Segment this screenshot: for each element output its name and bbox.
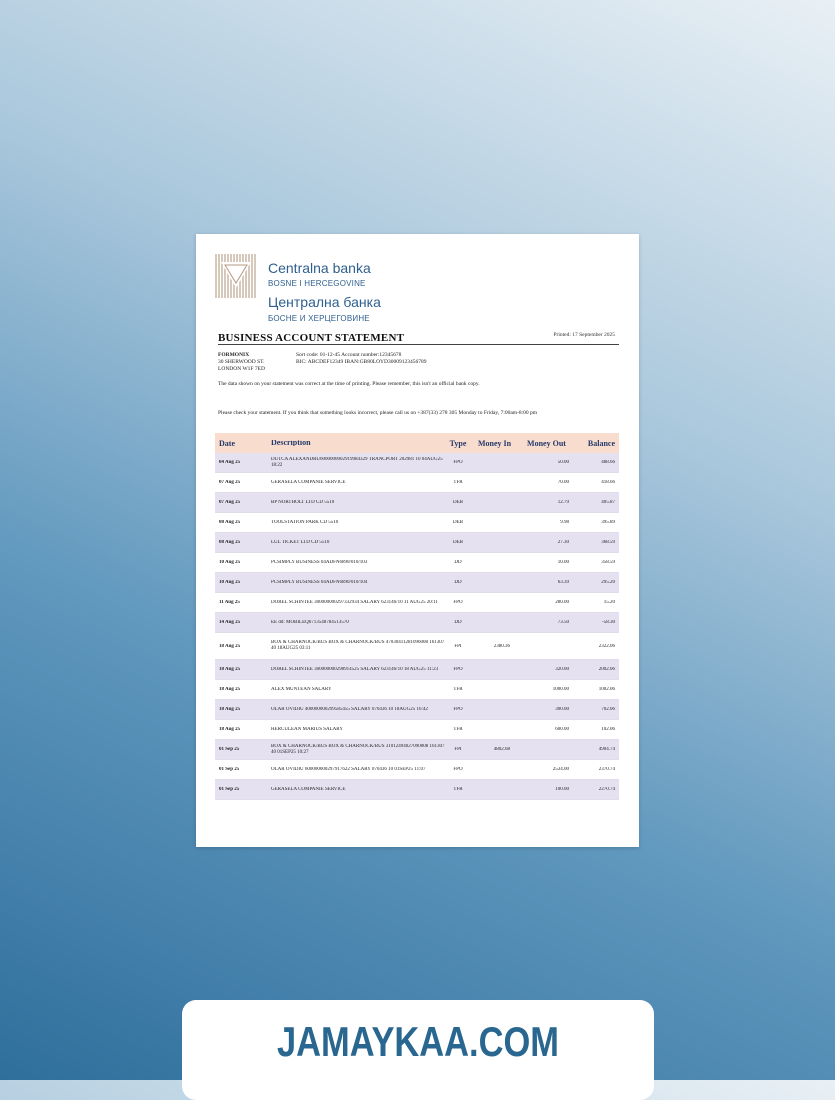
row-money-out: 9.98	[560, 520, 569, 525]
row-date: 10 Aug 25	[219, 560, 241, 565]
row-type: FPI	[454, 643, 462, 649]
row-balance: 418.66	[601, 480, 615, 485]
table-row	[215, 493, 619, 513]
bank-subtitle-cyrillic: БОСНЕ И ХЕРЦЕГОВИНЕ	[268, 314, 370, 323]
notice-text: The data shown on your statement was correct at the time of printing. Please remember, this isn't an official bank copy.	[218, 381, 480, 387]
row-balance: 102.06	[601, 727, 615, 732]
bank-subtitle-latin: BOSNE I HERCEGOVINE	[268, 279, 366, 288]
row-date: 07 Aug 25	[219, 480, 241, 485]
company-block	[218, 352, 265, 373]
row-balance: 295.20	[601, 580, 615, 585]
row-type: TFR	[453, 727, 463, 732]
row-type: FPO	[453, 667, 463, 672]
table-row	[215, 613, 619, 633]
row-balance: 2370.74	[598, 767, 615, 772]
row-money-out: 320.00	[555, 667, 569, 672]
row-date: 18 Aug 25	[219, 643, 241, 649]
row-money-in: 4802.68	[493, 747, 510, 752]
transactions-table	[215, 433, 619, 800]
row-money-out: 73.50	[557, 620, 569, 625]
row-description: BOX & CHARNOCK/BUS BOX & CHARNOCK/BUS 47030411281096008 161307 40 18AUG25 03:11	[271, 640, 445, 651]
row-balance: 4904.74	[598, 747, 615, 752]
row-description: EE dd: MOBILEQ6713548784513570	[271, 619, 349, 625]
row-money-out: 10.00	[557, 560, 569, 565]
row-money-out: 600.00	[555, 727, 569, 732]
row-balance: 358.59	[601, 560, 615, 565]
row-description: BOX & CHARNOCK/BUS BOX & CHARNOCK/BUS 31012494027090008 161307 40 01SEP25 10:27	[271, 743, 445, 755]
row-balance: 1002.06	[598, 687, 615, 692]
table-row	[215, 633, 619, 660]
row-description: DOREL SCHINTEE 300000000298914525 SALARY 623146/10 18 AUG25 11:23	[271, 666, 439, 672]
row-date: 04 Aug 25	[219, 460, 241, 465]
table-row	[215, 513, 619, 533]
row-date: 18 Aug 25	[219, 687, 241, 692]
row-description: PCSIMPLY BUSINESS 04ADFN6890/010/104	[271, 579, 368, 585]
row-money-out: 27.30	[557, 540, 569, 545]
row-money-in: 2380.36	[493, 643, 510, 649]
row-type: DEB	[453, 500, 463, 505]
row-date: 18 Aug 25	[219, 667, 241, 672]
header-money-out: Money Out	[527, 438, 566, 448]
printed-date: Printed: 17 September 2025	[553, 332, 615, 338]
table-body	[215, 453, 619, 800]
row-balance: 395.89	[601, 520, 615, 525]
row-type: FPO	[453, 460, 463, 465]
row-balance: 488.66	[601, 460, 615, 465]
address-line-1: 30 SHERWOOD ST.	[218, 359, 265, 365]
row-description: GERASELA COMPANIE SERVICE	[271, 479, 346, 485]
row-type: DEB	[453, 520, 463, 525]
row-date: 11 Aug 25	[219, 600, 240, 605]
statement-title: BUSINESS ACCOUNT STATEMENT	[218, 332, 405, 344]
row-description: GERASELA COMPANIE SERVICE	[271, 786, 346, 792]
account-codes	[296, 352, 426, 366]
row-description: OLAR OVIDIU 600000000297917622 SALARY 070436 10 01SEP25 11:07	[271, 766, 426, 772]
table-row	[215, 573, 619, 593]
bank-name-latin: Centralna banka	[268, 260, 371, 276]
address-line-2: LONDON W1F 7ED	[218, 366, 265, 372]
row-description: HERCULEAN MARIUS SALARY	[271, 726, 343, 732]
header-money-in: Money In	[477, 438, 512, 448]
bank-logo-icon	[214, 250, 258, 300]
row-money-out: 100.00	[555, 787, 569, 792]
table-header	[215, 433, 619, 453]
header-balance: Balance	[587, 438, 615, 448]
table-row	[215, 553, 619, 573]
bank-name-cyrillic: Централна банка	[268, 294, 381, 310]
title-divider	[218, 344, 619, 345]
row-money-out: 12.79	[557, 500, 569, 505]
row-money-out: 50.00	[557, 460, 569, 465]
table-row	[215, 473, 619, 493]
row-balance: 368.59	[601, 540, 615, 545]
row-date: 01 Sep 25	[219, 767, 240, 772]
row-type: FPO	[453, 600, 463, 605]
header-date: Date	[219, 438, 235, 448]
row-type: DD	[454, 560, 462, 565]
table-row	[215, 780, 619, 800]
sort-code-account: Sort code: 01-12-45 Account number:12345678	[296, 352, 402, 358]
table-row	[215, 593, 619, 613]
row-type: DD	[454, 620, 462, 625]
row-type: DEB	[453, 540, 463, 545]
row-money-out: 1000.00	[552, 687, 569, 692]
header-type: Type	[449, 438, 467, 448]
contact-text: Please check your statement. If you think that something looks incorrect, please call us on +387(33) 278 305 Monday to Friday, 7:00am-8:00 pm	[218, 410, 538, 416]
row-type: FPO	[453, 767, 463, 772]
table-row	[215, 660, 619, 680]
table-row	[215, 700, 619, 720]
row-type: DD	[454, 580, 462, 585]
row-date: 18 Aug 25	[219, 727, 241, 732]
row-date: 14 Aug 25	[219, 620, 241, 625]
row-balance: 2322.06	[598, 643, 615, 649]
row-money-out: 2534.00	[552, 767, 569, 772]
row-type: FPO	[453, 707, 463, 712]
row-date: 08 Aug 25	[219, 520, 241, 525]
bic-iban: BIC: ABCDEF12349 IBAN:GB80LOYD30009123456789	[296, 359, 427, 365]
row-balance: 2002.06	[598, 667, 615, 672]
row-balance: 702.06	[601, 707, 615, 712]
site-banner-text: JAMAYKAA.COM	[277, 1018, 559, 1065]
row-description: DUTCA ALEXANDRU6000000002919984329 TRANCPORT 202981 10 04AUG25 18:22	[271, 456, 443, 468]
row-date: 07 Aug 25	[219, 500, 241, 505]
table-row	[215, 760, 619, 780]
row-description: OLAR OVIDIU 400000000299585455 SALARY 070436 10 18AUG25 16:42	[271, 706, 428, 712]
table-row	[215, 740, 619, 760]
table-row	[215, 680, 619, 700]
table-row	[215, 453, 619, 473]
row-description: DOREL SCHINTEE 300000000297332934 SALARY 623146/10 11 AUG25 20:11	[271, 599, 438, 605]
row-balance: -58.30	[602, 620, 615, 625]
header-description: Description	[271, 440, 311, 446]
row-date: 01 Sep 25	[219, 787, 240, 792]
row-description: ALEX MUNTEAN SALARY	[271, 686, 332, 692]
row-type: FPI	[454, 747, 462, 752]
row-balance: 405.87	[601, 500, 615, 505]
row-description: LUL TICKET LTD CD 5510	[271, 539, 330, 545]
row-type: TFR	[453, 687, 463, 692]
row-type: TFR	[453, 480, 463, 485]
row-money-out: 280.00	[555, 600, 569, 605]
row-money-out: 300.00	[555, 707, 569, 712]
table-row	[215, 720, 619, 740]
row-money-out: 70.00	[557, 480, 569, 485]
row-balance: 2270.74	[598, 787, 615, 792]
row-date: 10 Aug 25	[219, 580, 241, 585]
row-money-out: 63.39	[557, 580, 569, 585]
statement-document	[196, 234, 639, 847]
row-balance: 15.20	[603, 600, 615, 605]
row-date: 08 Aug 25	[219, 540, 241, 545]
row-type: TFR	[453, 787, 463, 792]
row-date: 01 Sep 25	[219, 747, 240, 752]
company-name: FORMONIX	[218, 352, 250, 358]
row-description: PCSIMPLY BUSINESS 04ADFN6890/010/103	[271, 559, 368, 565]
table-row	[215, 533, 619, 553]
row-date: 18 Aug 25	[219, 707, 241, 712]
row-description: TOOLSTATION PARK CD 5510	[271, 519, 339, 525]
site-banner	[182, 1000, 654, 1100]
row-description: BP NORTHOLT LTD CD 5510	[271, 499, 335, 505]
